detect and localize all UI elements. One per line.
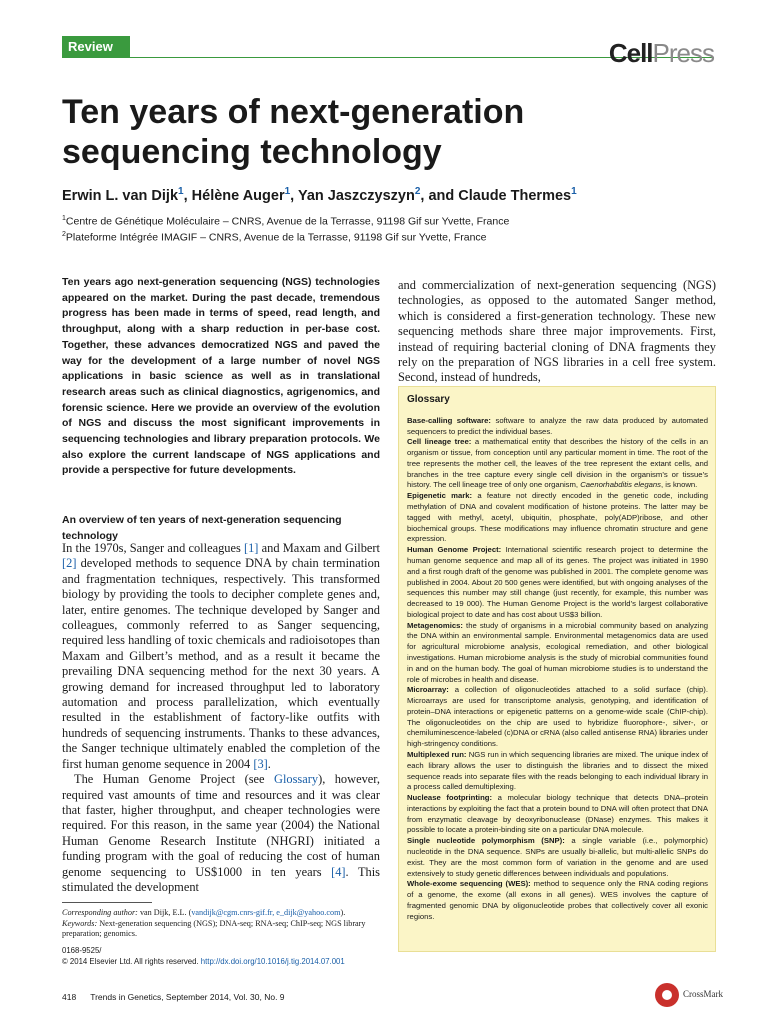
glossary-term: Multiplexed run: <box>407 750 467 759</box>
author-affil-sup[interactable]: 2 <box>414 186 421 197</box>
glossary-definition: the study of organisms in a microbial community based on analyzing the DNA within an environmental sample. Environmental metagenomics data are used for agricultural microbiome analysis, ecological remediation, and other biological investigations. Human microbiome analysis is the study of microbial communities found in and on the human body. The goal of human microbiome studies is to understand the role of microbes in health and disease. <box>407 620 708 684</box>
author-list <box>62 186 722 204</box>
glossary-entry <box>407 793 708 836</box>
glossary-entry <box>407 491 708 545</box>
footnote-text: van Dijk, E.L. ( <box>137 908 192 917</box>
author-affil-sup[interactable]: 1 <box>284 186 291 197</box>
author-separator: , and <box>420 187 459 204</box>
doi-link[interactable]: http://dx.doi.org/10.1016/j.tig.2014.07.001 <box>200 957 345 966</box>
glossary-entry <box>407 879 708 922</box>
abstract: Ten years ago next-generation sequencing (NGS) technologies appeared on the market. During the past decade, tremendous progress has been made in terms of speed, read length, and throughput, along with a sharp reduction in per-base cost. Together, these advances democratized NGS and paved the way for the development of a large number of novel NGS applications in basic science as well as in translational research areas such as clinical diagnostics, agrigenomics, and forensic science. Here we provide an overview of the evolution of NGS and discuss the most significant improvements in sequencing technologies and library preparation protocols. We also explore the current landscape of NGS applications and provide a perspective for future developments. <box>62 276 380 477</box>
citation-link[interactable]: [1] <box>243 541 259 555</box>
right-body-text <box>398 278 716 386</box>
glossary-entry <box>407 685 708 750</box>
publisher-logo-light: Press <box>652 38 714 68</box>
page-number: 418 <box>62 992 77 1002</box>
text-run: In the 1970s, Sanger and colleagues <box>62 541 244 555</box>
issn-block <box>62 945 380 967</box>
footnote-text: ). <box>340 908 346 917</box>
publisher-logo <box>609 38 714 69</box>
crossmark-label: CrossMark <box>683 989 723 999</box>
page-footer <box>62 992 285 1002</box>
keywords <box>62 919 380 940</box>
footnote-label: Corresponding author: <box>62 908 138 917</box>
glossary-term: Microarray: <box>407 685 449 695</box>
glossary-definition: International scientific research project to determine the human genome sequence and map all of its genes. The project was initiated in 1990 and a first rough draft of the genome was published in 2001. The complete genome was published in 2004. About 20 500 genes were identified, but with ongoing analyses of the sequences this number may still change (just recently, for example, this number was decreased to 19 000). The Human Genome Project is the world’s largest collaborative biological project to date and has cost about US$3 billion. <box>407 545 708 619</box>
glossary-entry <box>407 545 708 620</box>
glossary-box <box>398 386 716 952</box>
glossary-term: Single nucleotide polymorphism (SNP): <box>407 836 565 846</box>
glossary-term: Base-calling software: <box>407 415 491 425</box>
glossary-definition: a feature not directly encoded in the genetic code, including methylation of DNA and covalent modification of histone proteins. The latter may be tagged with methyl, acetyl, ubiquitin, phosphate, poly(ADP)ribose, and other biochemical groups. These modifications may influence chromatin structure and gene expression. <box>407 491 708 544</box>
glossary-definition: a mathematical entity that describes the history of the cells in an organism or tissue, from conception until any particular moment in time. The root of the tree represents the mother cell, the leaves of the tree represent the extant cells, and branches in the tree capture every single cell division in the organism’s or tissue’s history. The cell lineage tree of only one organism, <box>407 437 708 490</box>
glossary-definition: method to sequence only the RNA coding regions of a genome, the exome (all exons in all genes). WES involves the capture of fragmented genomic DNA by oligonucleotide probes that collectively cover all exonic regions. <box>407 879 708 921</box>
footnote-rule <box>62 902 152 903</box>
glossary-term: Metagenomics: <box>407 620 463 630</box>
citation-link[interactable]: [3] <box>253 756 268 771</box>
glossary-entry <box>407 437 708 491</box>
glossary-term: Cell lineage tree: <box>407 437 472 447</box>
text-run: . <box>267 756 271 771</box>
glossary-term: Whole-exome sequencing (WES): <box>407 879 531 889</box>
glossary-definition: a collection of oligonucleotides attached to a solid surface (chip). Microarrays are used for transcriptome analysis, genotyping, and identification of protein–DNA interactions or epigenetic patterns on a genome-wide scale (ChIP-chip). The oligonucleotides on the chip are used to hybridize fluorophore-, silver-, or chemiluminescence-labeled (c)DNA or cRNA (also called antisense RNA) libraries under high-stringency conditions. <box>407 685 708 749</box>
glossary-definition: NGS run in which sequencing libraries are mixed. The unique index of each library allows the user to distinguish the libraries and to dissect the mixed sequence reads into separate files with the reads belonging to each individual library in a process called demultiplexing. <box>407 750 708 792</box>
author-name: Hélène Auger <box>191 187 285 204</box>
body-paragraph: and commercialization of next-generation sequencing (NGS) technologies, as opposed to the automated Sanger method, which is considered a first-generation technology. These new sequencing methods share three major improvements. First, instead of requiring bacterial cloning of DNA fragments they rely on the preparation of NGS libraries in a cell free system. Second, instead of hundreds, <box>398 278 716 385</box>
glossary-definition-tail: , is known. <box>661 480 698 490</box>
author-affil-sup[interactable]: 1 <box>178 186 184 197</box>
journal-citation: Trends in Genetics, September 2014, Vol. 30, No. 9 <box>90 992 285 1002</box>
crossmark-icon <box>655 983 679 1007</box>
glossary-title: Glossary <box>407 394 450 405</box>
body-paragraph <box>62 541 380 772</box>
glossary-entry <box>407 750 708 793</box>
glossary-definition: software to analyze the raw data produced by automated sequencers to predict the individual bases. <box>407 415 708 436</box>
email-link[interactable]: vandijk@cgm.cnrs-gif.fr, e_dijk@yahoo.com <box>191 908 341 917</box>
glossary-species: Caenorhabditis elegans <box>580 480 661 490</box>
text-run: developed methods to sequence DNA by chain termination and fragmentation techniques, respectively. This transformed biology by providing the tools to decipher complete genes and, later, entire genomes. The technique developed by Sanger and colleagues, commonly referred to as Sanger sequencing, required less handling of toxic chemicals and radioisotopes than Maxam and Gilbert’s method, and as a result it became the prevailing DNA sequencing method for the next 30 years. A growing demand for increased throughput led to laboratory automation and process parallelization, which eventually resulted in the establishment of factory-like outfits with hundreds of sequencing instruments. Thanks to these advances, the Sanger technique ultimately enabled the completion of the first human genome sequence in 2004 <box>62 556 380 771</box>
author-affil-sup[interactable]: 1 <box>571 186 577 197</box>
text-run: ), however, required vast amounts of time and resources and it was clear that faster, higher throughput, and cheaper technologies were required. For this reason, in the same year (2004) the National Human Genome Research Institute (NHGRI) initiated a funding program with the goal of reducing the cost of human genome sequencing to US$1000 in ten years <box>62 772 380 879</box>
article-type-badge: Review <box>62 36 130 58</box>
body-paragraph <box>62 772 380 895</box>
author-name: Erwin L. van Dijk <box>62 187 179 204</box>
issn-code: 0168-9525/ <box>62 946 102 955</box>
author-name: Claude Thermes <box>458 187 572 204</box>
article-title: Ten years of next-generation sequencing technology <box>62 93 525 171</box>
glossary-term: Human Genome Project: <box>407 545 502 555</box>
footnote-label: Keywords: <box>62 918 98 928</box>
glossary-entry <box>407 416 708 438</box>
author-separator: , <box>290 187 298 204</box>
footnotes <box>62 908 380 940</box>
glossary-term: Nuclease footprinting: <box>407 793 493 803</box>
text-run: The Human Genome Project (see <box>74 772 274 787</box>
glossary-definition: a molecular biology technique that detects DNA–protein interactions by exploiting the fact that a protein bound to DNA will often protect that DNA from enzymatic cleavage by deoxyribonuclease (DNase) enzymes. This makes it possible to locate a protein-binding site on a particular DNA molecule. <box>407 793 709 835</box>
corresponding-author <box>62 908 380 919</box>
text-run: . This stimulated the development <box>62 864 380 894</box>
affiliation-sup: 2 <box>62 231 66 238</box>
affiliation-text: Plateforme Intégrée IMAGIF – CNRS, Avenue de la Terrasse, 91198 Gif sur Yvette, France <box>65 231 487 244</box>
crossmark-badge[interactable] <box>655 983 745 1009</box>
glossary-entry <box>407 621 708 686</box>
citation-link[interactable]: [4] <box>331 864 346 879</box>
affiliation-sup: 1 <box>62 215 66 222</box>
publisher-logo-bold: Cell <box>608 38 653 68</box>
glossary-term: Epigenetic mark: <box>407 491 473 501</box>
glossary-link[interactable]: Glossary <box>274 772 319 787</box>
author-name: Yan Jaszczyszyn <box>297 187 415 204</box>
citation-link[interactable]: [2] <box>62 556 77 571</box>
copyright-line <box>62 956 380 967</box>
glossary-definition: a single variable (i.e., polymorphic) nucleotide in the DNA sequence. SNPs are usually bi-allelic, but multi-allelic SNPs do exist. They are the most common form of variation in the genome and are used extensively to study genetic differences between individuals and populations. <box>407 836 708 878</box>
text-run: and Maxam and Gilbert <box>258 541 380 555</box>
affiliation-text: Centre de Génétique Moléculaire – CNRS, Avenue de la Terrasse, 91198 Gif sur Yvette, France <box>65 215 510 228</box>
section-heading: An overview of ten years of next-generation sequencing technology <box>62 514 342 542</box>
affiliation <box>62 231 722 244</box>
left-body-text <box>62 541 380 895</box>
glossary-entry <box>407 836 708 879</box>
author-separator: , <box>183 187 192 204</box>
copyright-text: © 2014 Elsevier Ltd. All rights reserved. <box>62 957 201 966</box>
affiliation <box>62 215 722 228</box>
footnote-text: Next-generation sequencing (NGS); DNA-seq; RNA-seq; ChIP-seq; NGS library preparation; genomics. <box>62 918 366 938</box>
